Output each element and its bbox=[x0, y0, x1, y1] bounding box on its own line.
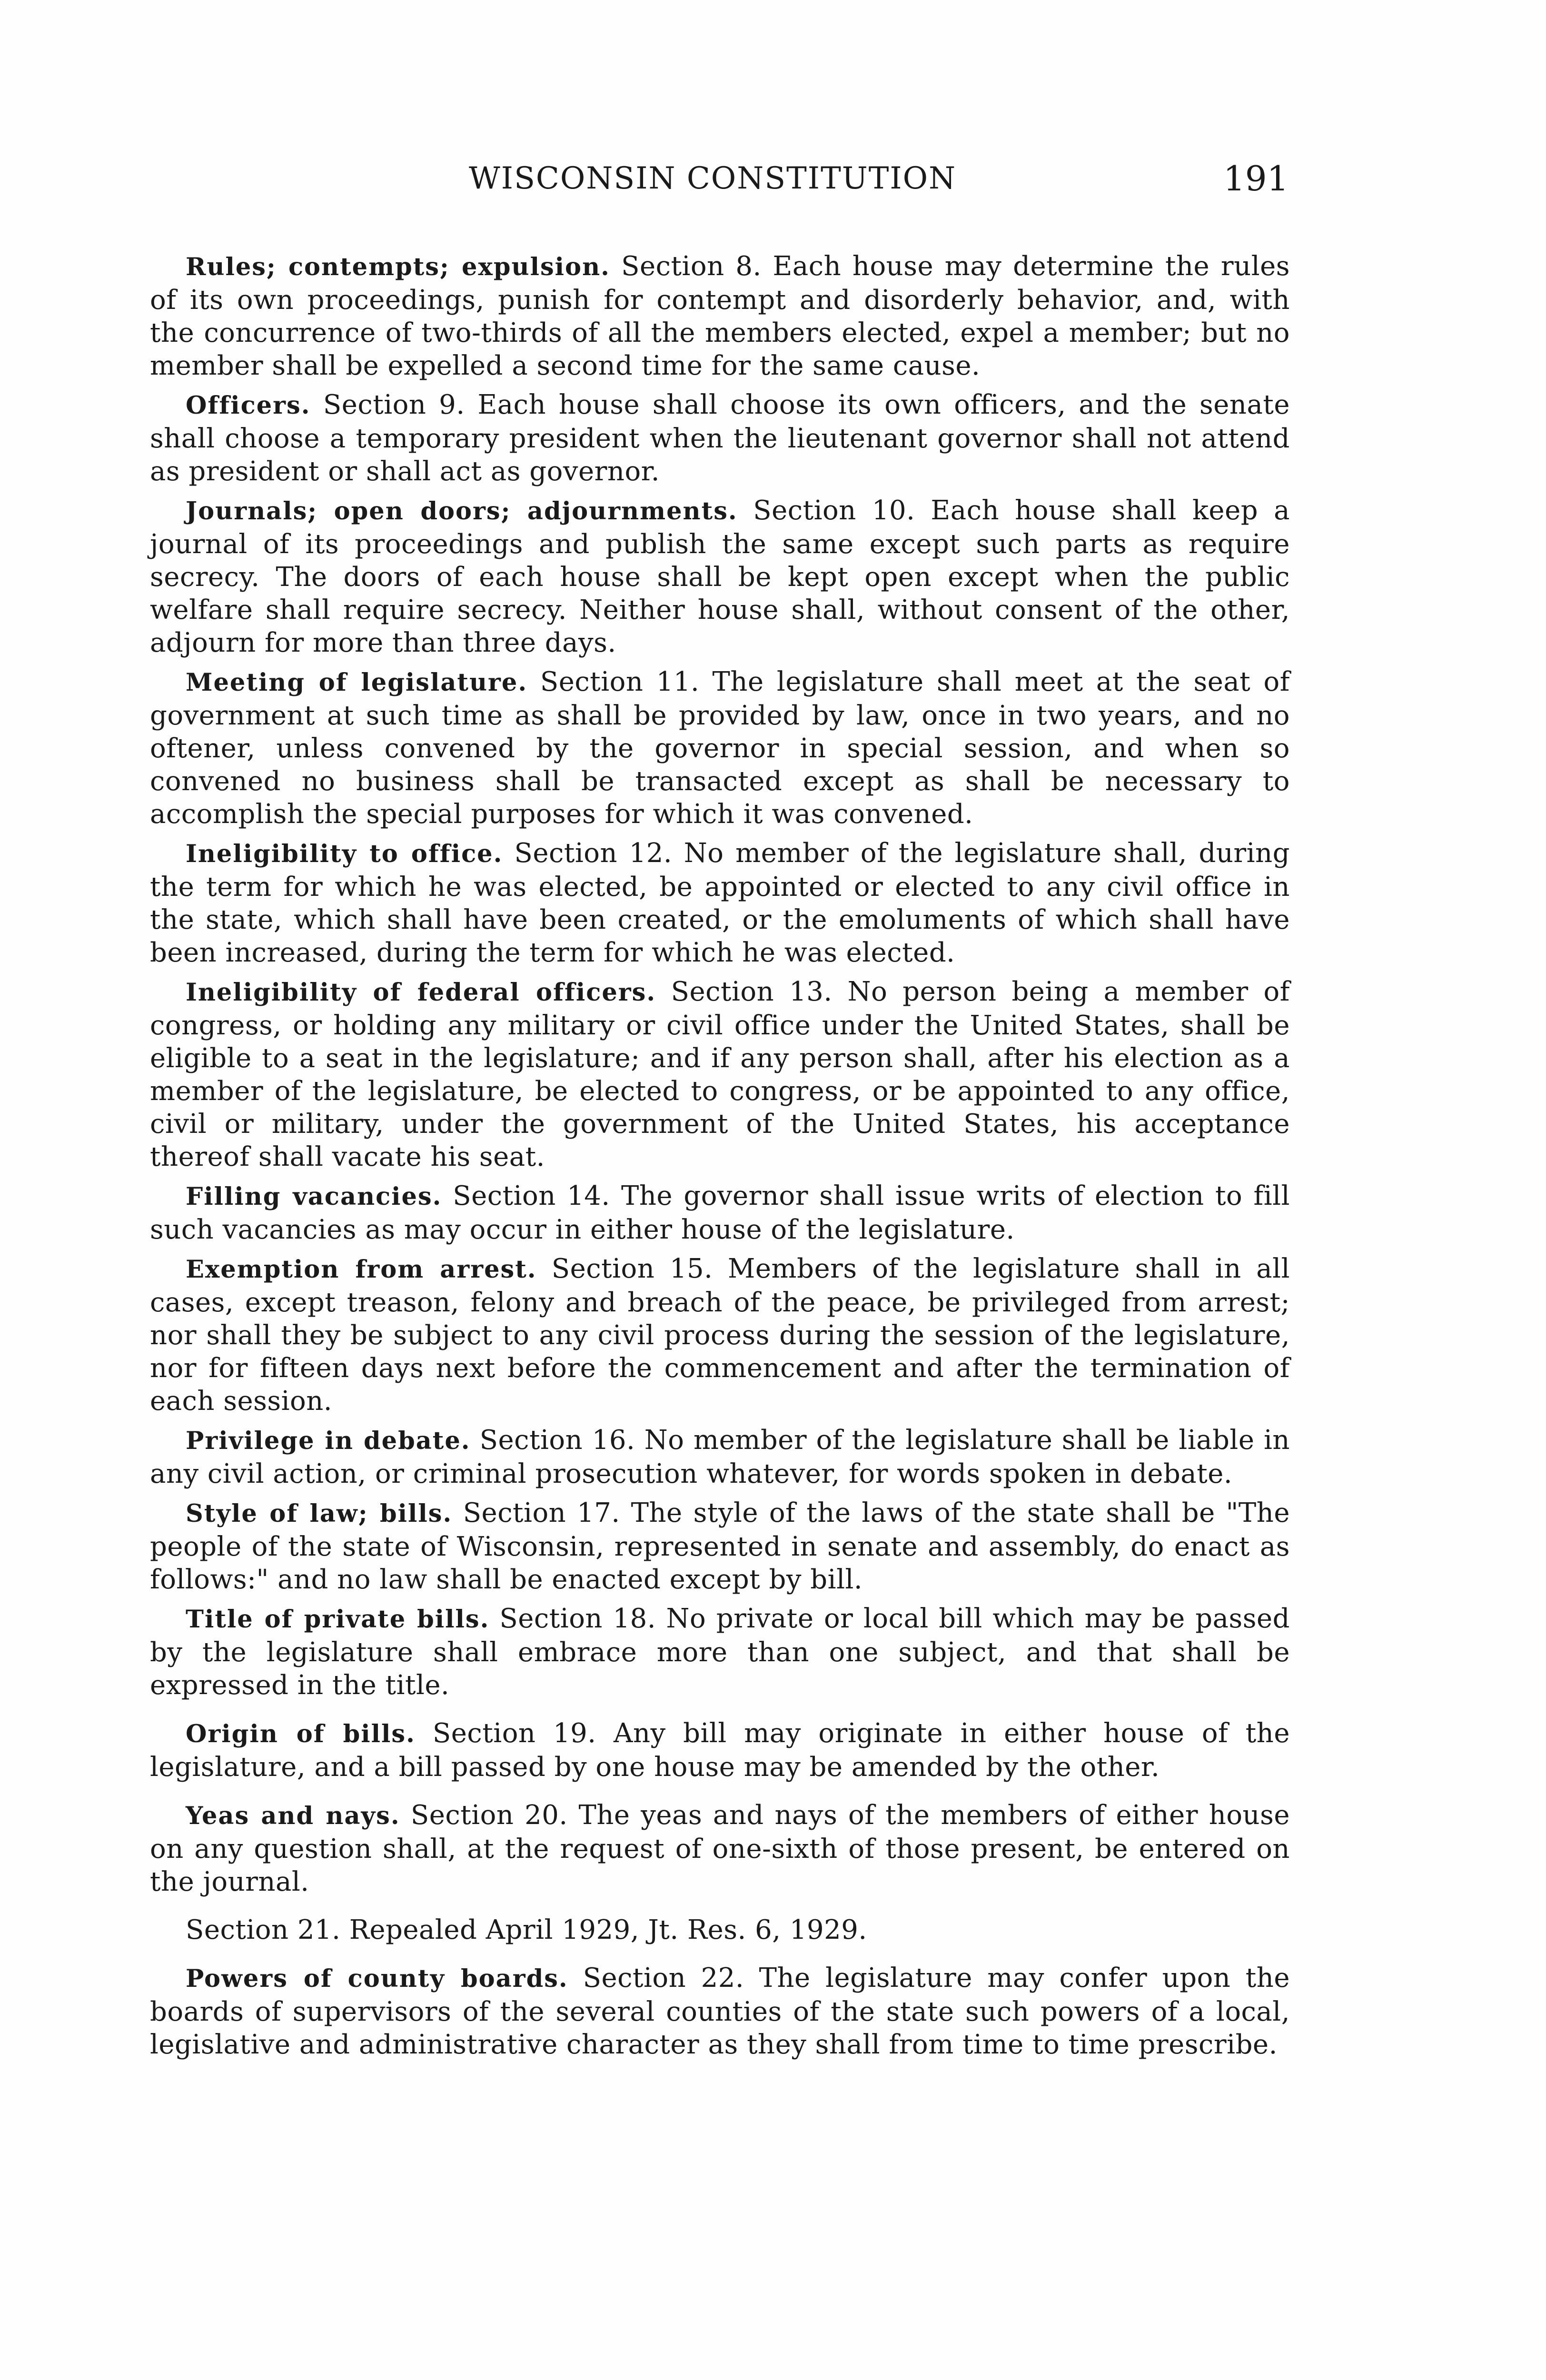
section-text: Section 18. No private or local bill which may be passed by the legislature shall embrace more than one subject, and that shall be expressed in the title. bbox=[150, 1603, 1290, 1701]
section-heading: Filling vacancies. bbox=[186, 1182, 442, 1211]
section-heading: Privilege in debate. bbox=[186, 1427, 471, 1455]
paragraph-style-of-law bbox=[150, 1497, 1290, 1596]
section-text: Section 14. The governor shall issue writs of election to fill such vacancies as may occur in either house of the legislature. bbox=[150, 1180, 1290, 1245]
section-text: Section 15. Members of the legislature shall in all cases, except treason, felony and breach of the peace, be privileged from arrest; nor shall they be subject to any civil process during the session of the legislature, nor for fifteen days next before the commencement and after the termination of each session. bbox=[150, 1253, 1290, 1417]
running-title: WISCONSIN CONSTITUTION bbox=[469, 161, 957, 196]
paragraph-privilege-in-debate bbox=[150, 1424, 1290, 1490]
paragraph-rules-contempts-expulsion bbox=[150, 250, 1290, 382]
paragraph-section-21-repealed bbox=[150, 1914, 1290, 1946]
section-heading: Origin of bills. bbox=[186, 1720, 416, 1748]
section-heading: Ineligibility of federal officers. bbox=[186, 978, 656, 1007]
paragraph-ineligibility-federal-officers bbox=[150, 975, 1290, 1173]
section-text: Section 10. Each house shall keep a journal of its proceedings and publish the same except such parts as require secrecy. The doors of each house shall be kept open except when the public welfare shall require secrecy. Neither house shall, without consent of the other, adjourn for more than three days. bbox=[150, 495, 1290, 658]
paragraph-powers-of-county-boards bbox=[150, 1962, 1290, 2061]
section-text: Section 9. Each house shall choose its own officers, and the senate shall choose a temporary president when the lieutenant governor shall not attend as president or shall act as governor. bbox=[150, 389, 1290, 487]
section-heading: Officers. bbox=[186, 391, 311, 420]
section-heading: Ineligibility to office. bbox=[186, 840, 503, 868]
page-number: 191 bbox=[1223, 159, 1289, 198]
paragraph-officers bbox=[150, 388, 1290, 488]
section-text: Section 13. No person being a member of congress, or holding any military or civil office under the United States, shall be eligible to a seat in the legislature; and if any person shall, after his election as a member of the legislature, be elected to congress, or be appointed to any office, civil or military, under the government of the United States, his acceptance thereof shall vacate his seat. bbox=[150, 976, 1290, 1172]
section-heading: Meeting of legislature. bbox=[186, 668, 528, 697]
paragraph-exemption-from-arrest bbox=[150, 1252, 1290, 1418]
section-text: Section 21. Repealed April 1929, Jt. Res. 6, 1929. bbox=[186, 1914, 867, 1945]
section-heading: Journals; open doors; adjournments. bbox=[186, 497, 738, 526]
section-text: Section 16. No member of the legislature shall be liable in any civil action, or criminal prosecution whatever, for words spoken in debate. bbox=[150, 1425, 1290, 1489]
paragraph-journals bbox=[150, 494, 1290, 659]
paragraph-yeas-and-nays bbox=[150, 1799, 1290, 1898]
section-heading: Powers of county boards. bbox=[186, 1964, 568, 1993]
section-text: Section 19. Any bill may originate in either house of the legislature, and a bill passed by one house may be amended by the other. bbox=[150, 1718, 1290, 1783]
paragraph-title-of-private-bills bbox=[150, 1602, 1290, 1702]
section-heading: Yeas and nays. bbox=[186, 1802, 400, 1830]
running-header bbox=[0, 157, 1546, 205]
paragraph-filling-vacancies bbox=[150, 1180, 1290, 1246]
section-heading: Rules; contempts; expulsion. bbox=[186, 253, 610, 281]
paragraph-meeting-of-legislature bbox=[150, 665, 1290, 831]
section-text: Section 20. The yeas and nays of the members of either house on any question shall, at the request of one-sixth of those present, be entered on the journal. bbox=[150, 1800, 1290, 1897]
section-text: Section 17. The style of the laws of the state shall be "The people of the state of Wisconsin, represented in senate and assembly, do enact as follows:" and no law shall be enacted except by bill. bbox=[150, 1497, 1290, 1595]
section-heading: Exemption from arrest. bbox=[186, 1255, 537, 1284]
section-text: Section 22. The legislature may confer upon the boards of supervisors of the several counties of the state such powers of a local, legislative and administrative character as they shall from time to time prescribe. bbox=[150, 1963, 1290, 2060]
section-text: Section 12. No member of the legislature shall, during the term for which he was elected, be appointed or elected to any civil office in the state, which shall have been created, or the emoluments of which shall have been increased, during the term for which he was elected. bbox=[150, 838, 1290, 968]
paragraph-ineligibility-to-office bbox=[150, 837, 1290, 969]
section-heading: Title of private bills. bbox=[186, 1605, 490, 1634]
body-text bbox=[150, 250, 1290, 2067]
section-text: Section 8. Each house may determine the rules of its own proceedings, punish for contempt and disorderly behavior, and, with the concurrence of two-thirds of all the members elected, expel a member; but no member shall be expelled a second time for the same cause. bbox=[150, 251, 1290, 381]
paragraph-origin-of-bills bbox=[150, 1717, 1290, 1784]
section-text: Section 11. The legislature shall meet at the seat of government at such time as shall be provided by law, once in two years, and no oftener, unless convened by the governor in special session, and when so convened no business shall be transacted except as shall be necessary to accomplish the special purposes for which it was convened. bbox=[150, 666, 1290, 830]
section-heading: Style of law; bills. bbox=[186, 1499, 453, 1528]
